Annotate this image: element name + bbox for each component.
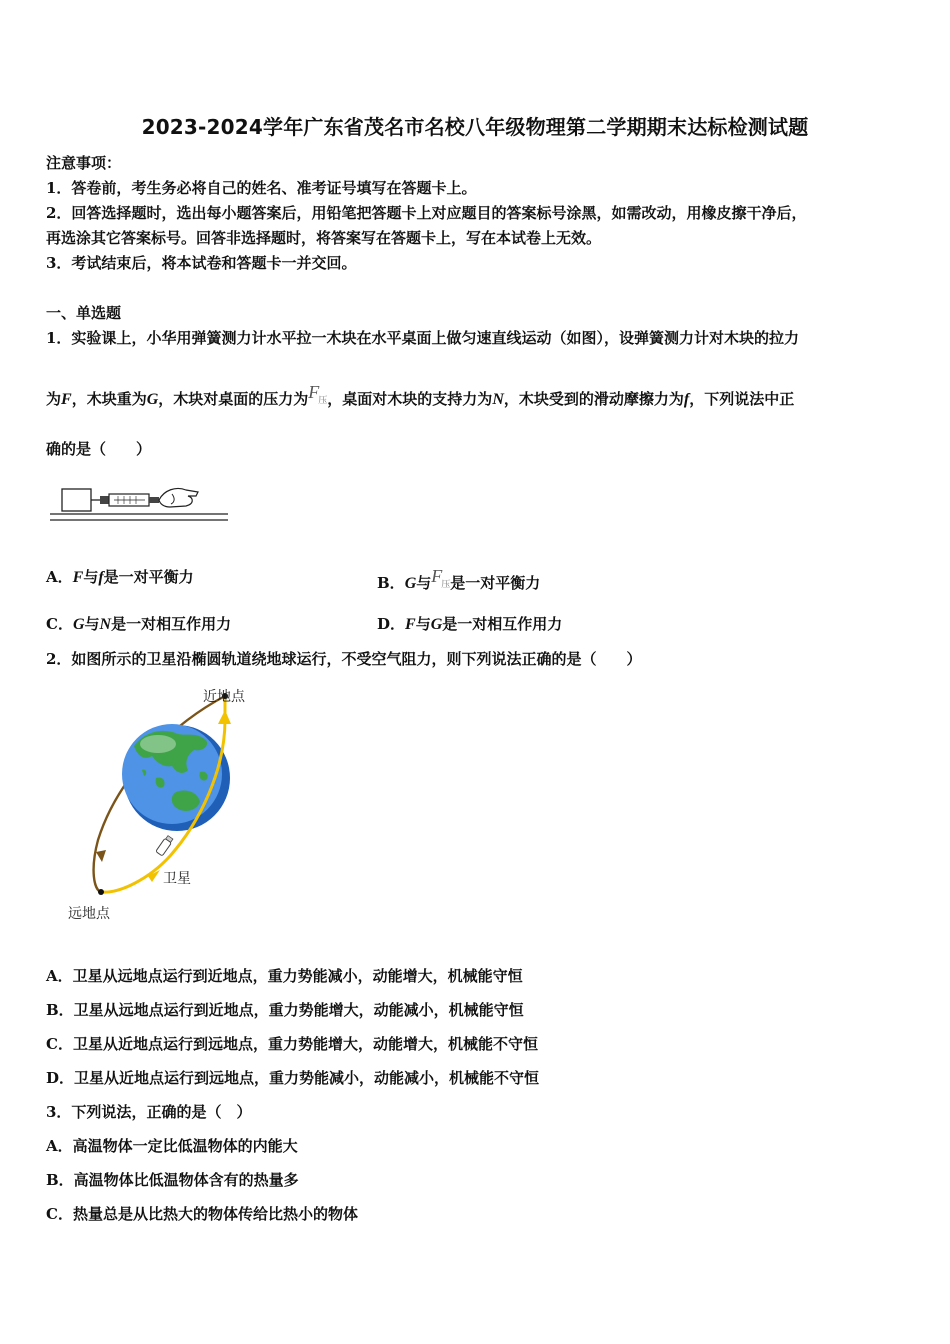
q1-option-c: [46, 613, 231, 634]
q2-stem: 2．如图所示的卫星沿椭圆轨道绕地球运行，不受空气阻力，则下列说法正确的是（ ）: [46, 650, 642, 668]
arrow-icon: [96, 850, 106, 862]
var-N: N: [492, 391, 504, 408]
option-label: A．: [46, 568, 73, 586]
text: ，桌面对木块的支持力为: [327, 390, 493, 408]
text: 与: [416, 574, 432, 592]
option-label: D．: [377, 615, 406, 633]
q2-option-b: B．卫星从远地点运行到近地点，重力势能增大，动能减小，机械能守恒: [46, 1001, 524, 1019]
apogee-label: 远地点: [68, 906, 110, 922]
var: G: [430, 616, 443, 633]
var: f: [98, 569, 104, 586]
q2-option-c: C．卫星从近地点运行到远地点，重力势能增大，动能增大，机械能不守恒: [46, 1035, 538, 1053]
q1-option-b: [377, 566, 540, 593]
text: 为: [46, 390, 62, 408]
q1-stem-line3: 确的是（ ）: [46, 440, 152, 458]
text: 与: [83, 568, 99, 586]
spring-hook: [100, 496, 109, 504]
var-F-press: [308, 382, 327, 406]
q3-stem: 3．下列说法，正确的是（ ）: [46, 1103, 252, 1121]
var-F-subscript: 压: [318, 394, 328, 405]
var-F-subscript: 压: [441, 578, 451, 589]
option-label: B．: [377, 574, 405, 592]
q2-option-d: D．卫星从近地点运行到远地点，重力势能减小，动能减小，机械能不守恒: [46, 1069, 540, 1087]
notice-item: 2．回答选择题时，选出每小题答案后，用铅笔把答题卡上对应题目的答案标号涂黑，如需改动，用橡皮擦干净后，: [46, 204, 807, 222]
text: ，木块受到的滑动摩擦力为: [503, 390, 684, 408]
notice-heading: 注意事项：: [46, 154, 122, 172]
q3-option-a: A．高温物体一定比低温物体的内能大: [46, 1137, 298, 1155]
var-f: f: [683, 391, 690, 408]
option-label: C．: [46, 615, 73, 633]
satellite-orbit-figure: [60, 680, 280, 928]
text: ，木块重为: [71, 390, 147, 408]
q1-option-a: [46, 566, 194, 587]
text: 与: [415, 615, 431, 633]
var: G: [72, 616, 85, 633]
hand-icon: [159, 488, 198, 507]
var: F: [405, 616, 416, 633]
q2-option-a: A．卫星从远地点运行到近地点，重力势能减小，动能增大，机械能守恒: [46, 967, 523, 985]
var-F-press: [431, 566, 450, 590]
q3-option-b: B．高温物体比低温物体含有的热量多: [46, 1171, 299, 1189]
notice-item: 再选涂其它答案标号。回答非选择题时，将答案写在答题卡上，写在本试卷上无效。: [46, 229, 602, 247]
text: 是一对平衡力: [103, 568, 194, 586]
notice-item: 1．答卷前，考生务必将自己的姓名、准考证号填写在答题卡上。: [46, 179, 477, 197]
arrow-icon: [218, 710, 231, 724]
text: 与: [84, 615, 100, 633]
var: G: [404, 575, 417, 592]
var-F-letter: F: [431, 566, 443, 586]
var: F: [72, 569, 84, 586]
notice-item: 3．考试结束后，将本试卷和答题卡一并交回。: [46, 254, 357, 272]
text: 是一对相互作用力: [111, 615, 232, 633]
page-title: 2023-2024学年广东省茂名市名校八年级物理第二学期期末达标检测试题: [141, 115, 809, 139]
q3-option-c: C．热量总是从比热大的物体传给比热小的物体: [46, 1205, 358, 1223]
q1-stem-line2: [46, 382, 794, 409]
text: ，木块对桌面的压力为: [158, 390, 309, 408]
text: ，下列说法中正: [689, 390, 795, 408]
q1-stem-line1: 1．实验课上，小华用弹簧测力计水平拉一木块在水平桌面上做匀速直线运动（如图），设弹簧测力计对木块的拉力: [46, 329, 799, 347]
perigee-label: 近地点: [203, 689, 245, 705]
var-G: G: [146, 391, 159, 408]
var-F: F: [61, 391, 72, 408]
section-heading: 一、单选题: [46, 304, 122, 322]
wood-block: [62, 489, 91, 511]
apogee-point: [98, 889, 104, 895]
text: 是一对平衡力: [450, 574, 541, 592]
satellite-label: 卫星: [163, 871, 191, 887]
text: 是一对相互作用力: [442, 615, 563, 633]
spring-scale-figure: [48, 476, 232, 524]
var: N: [99, 616, 112, 633]
var-F-letter: F: [308, 382, 320, 402]
q1-option-d: [377, 613, 562, 634]
